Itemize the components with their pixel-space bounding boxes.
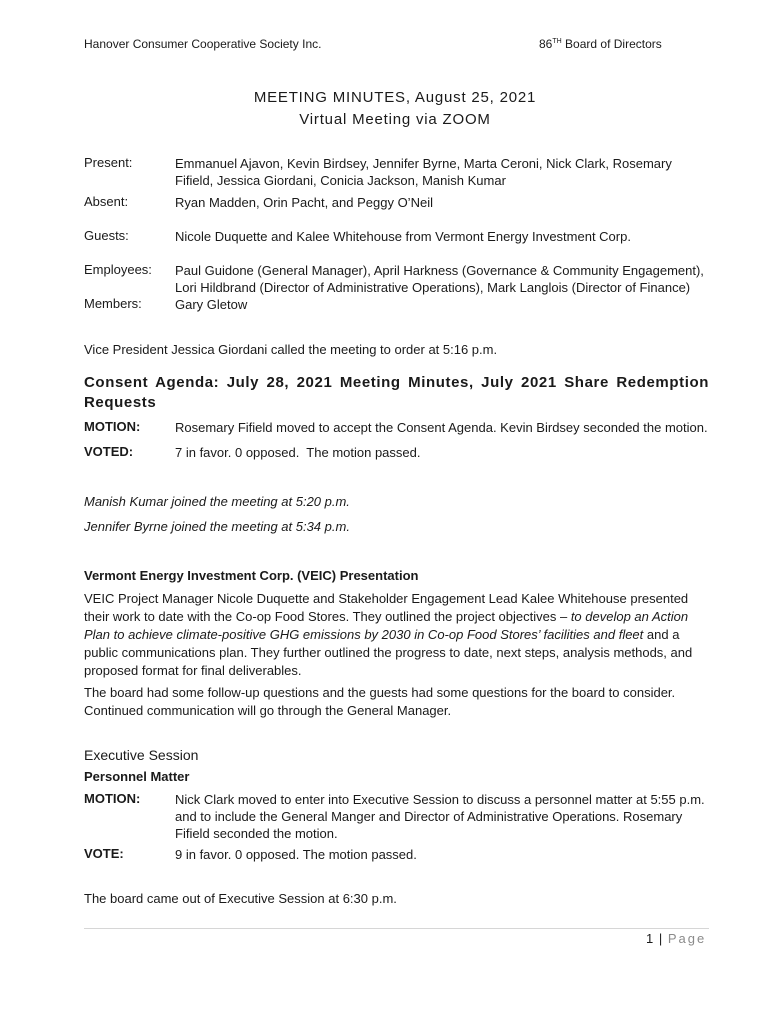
consent-voted-text: 7 in favor. 0 opposed. The motion passed.	[175, 445, 421, 460]
members-list: Gary Gletow	[175, 297, 248, 312]
employees-line-2: Lori Hildbrand (Director of Administrative Operations), Mark Langlois (Director of Finance)	[175, 280, 691, 295]
board-number: 86	[539, 37, 553, 51]
page-number-value: 1	[646, 931, 655, 946]
exec-vote-label: VOTE:	[84, 846, 124, 861]
veic-paragraph-2: The board had some follow-up questions and the guests had some questions for the board to consider. Continued communication will go through the General Manager.	[84, 685, 676, 718]
exec-motion-label: MOTION:	[84, 791, 141, 806]
guests-label: Guests:	[84, 228, 129, 243]
veic-paragraph-1	[84, 590, 704, 680]
present-line-2: Fifield, Jessica Giordani, Conicia Jackson, Manish Kumar	[175, 173, 506, 188]
guests-list: Nicole Duquette and Kalee Whitehouse from Vermont Energy Investment Corp.	[175, 229, 631, 244]
consent-motion-label: MOTION:	[84, 419, 141, 434]
exec-vote-text: 9 in favor. 0 opposed. The motion passed.	[175, 847, 417, 862]
members-label: Members:	[84, 296, 142, 311]
arrival-note-1: Manish Kumar joined the meeting at 5:20 p.m.	[84, 494, 350, 509]
veic-text-end: and a public communications plan. They further outlined the progress to date, next steps, analysis methods, and proposed format for final deliverables.	[84, 627, 693, 678]
board-label: Board of Directors	[561, 37, 662, 51]
veic-objective: to develop an Action Plan to achieve climate-positive GHG emissions by 2030 in Co-op Food Stores’ facilities and fleet	[84, 609, 689, 642]
page-title: MEETING MINUTES, August 25, 2021	[253, 89, 537, 106]
consent-agenda-heading: Consent Agenda: July 28, 2021 Meeting Minutes, July 2021 Share Redemption Requests	[84, 374, 709, 411]
closing-note: The board came out of Executive Session at 6:30 p.m.	[84, 891, 397, 906]
personnel-matter-heading: Personnel Matter	[84, 769, 190, 784]
absent-label: Absent:	[84, 194, 129, 209]
employees-label: Employees:	[84, 262, 152, 277]
present-line-1: Emmanuel Ajavon, Kevin Birdsey, Jennifer Byrne, Marta Ceroni, Nick Clark, Rosemary	[175, 156, 672, 171]
employees-line-1: Paul Guidone (General Manager), April Harkness (Governance & Community Engagement),	[175, 263, 704, 278]
footer-divider	[84, 928, 709, 929]
page-word: Page	[667, 931, 707, 946]
veic-text-start: VEIC Project Manager Nicole Duquette and Stakeholder Engagement Lead Kalee Whitehouse presented their work to date with the Co-op Food Stores. They outlined the project objectives –	[84, 591, 689, 624]
arrival-note-2: Jennifer Byrne joined the meeting at 5:34 p.m.	[84, 519, 350, 534]
veic-heading: Vermont Energy Investment Corp. (VEIC) Presentation	[84, 568, 419, 583]
consent-voted-label: VOTED:	[84, 444, 134, 459]
executive-session-heading: Executive Session	[84, 747, 199, 763]
header-board	[539, 37, 662, 51]
page-number	[646, 931, 706, 946]
page-subtitle: Virtual Meeting via ZOOM	[299, 111, 491, 128]
call-to-order: Vice President Jessica Giordani called the meeting to order at 5:16 p.m.	[84, 342, 498, 357]
exec-motion-text: Nick Clark moved to enter into Executive Session to discuss a personnel matter at 5:55 p.m. and to include the General Manger and Director of Administrative Operations. Rosemary Fifield seconded the motion.	[175, 792, 705, 841]
board-suffix: TH	[552, 38, 562, 45]
page-separator: |	[658, 931, 664, 946]
present-label: Present:	[84, 155, 133, 170]
consent-motion-text: Rosemary Fifield moved to accept the Consent Agenda. Kevin Birdsey seconded the motion.	[175, 420, 708, 435]
header-organization: Hanover Consumer Cooperative Society Inc.	[84, 37, 322, 51]
absent-list: Ryan Madden, Orin Pacht, and Peggy O’Neil	[175, 195, 433, 210]
